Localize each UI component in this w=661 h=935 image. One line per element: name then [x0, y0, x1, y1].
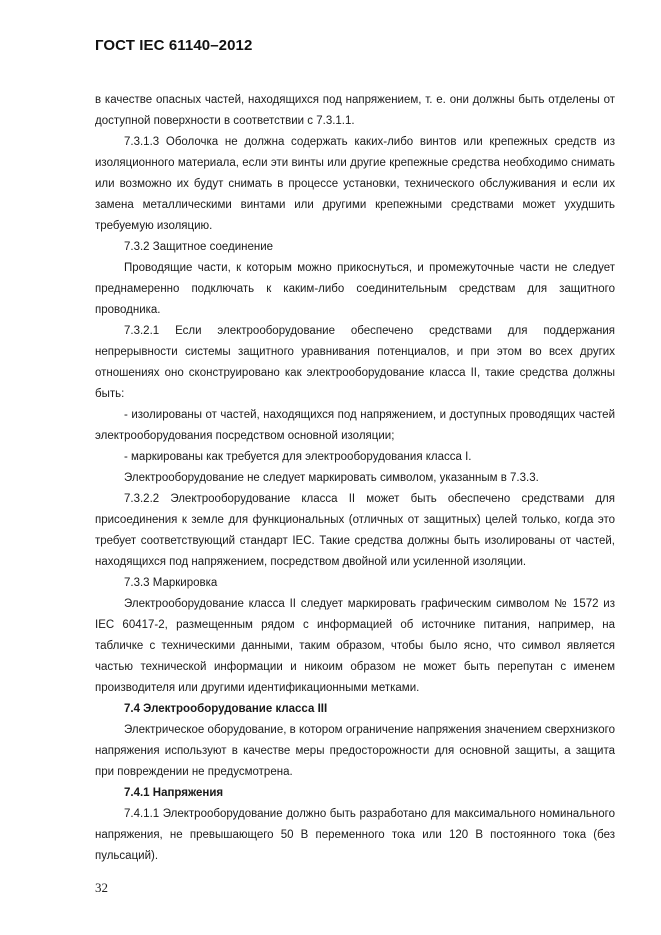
paragraph-7-3-2-2: 7.3.2.2 Электрооборудование класса II может быть обеспечено средствами для присоединения к земле для функциональных (отличных от защитных) целей только, когда это требует соответствующий стандарт IEC. Такие средства должны быть изолированы от частей, находящихся под напряжением, посредством двойной или усиленной изоляции. — [95, 493, 615, 568]
paragraph-7-3-1-3: 7.3.1.3 Оболочка не должна содержать каких-либо винтов или крепежных средств из изоляционного материала, если эти винты или другие крепежные средства необходимо снимать или возможно их будут снимать в процессе установки, технического обслуживания и если их замена металлическими винтами или другими крепежными средствами может ухудшить требуемую изоляцию. — [95, 136, 615, 232]
list-item-insulated: - изолированы от частей, находящихся под напряжением, и доступных проводящих частей электрооборудования посредством основной изоляции; — [95, 409, 615, 442]
list-item-marked: - маркированы как требуется для электрооборудования класса I. — [124, 451, 472, 463]
paragraph-no-symbol: Электрооборудование не следует маркировать символом, указанным в 7.3.3. — [124, 472, 539, 484]
paragraph-marking: Электрооборудование класса II следует маркировать графическим символом № 1572 из IEC 60417-2, размещенным рядом с информацией об источнике питания, например, на табличке с техническими данными, таким образом, чтобы было ясно, что символ является частью технической информации и никоим образом не может быть перепутан с именем производителя или другими идентификационными метками. — [95, 598, 615, 694]
heading-7-3-3: 7.3.3 Маркировка — [124, 577, 218, 589]
paragraph-7-3-2-1: 7.3.2.1 Если электрооборудование обеспечено средствами для поддержания непрерывности системы защитного уравнивания потенциалов, и при этом во всех других отношениях оно сконструировано как электрооборудование класса II, такие средства должны быть: — [95, 325, 615, 400]
page-number: 32 — [95, 880, 108, 895]
page-body — [95, 90, 615, 867]
paragraph-7-4-1-1: 7.4.1.1 Электрооборудование должно быть разработано для максимального номинального напряжения, не превышающего 50 В переменного тока или 120 В постоянного тока (без пульсаций). — [95, 808, 615, 862]
heading-7-4: 7.4 Электрооборудование класса III — [124, 703, 328, 715]
paragraph-continuation: в качестве опасных частей, находящихся под напряжением, т. е. они должны быть отделены от доступной поверхности в соответствии с 7.3.1.1. — [95, 94, 615, 127]
paragraph-class-iii: Электрическое оборудование, в котором ограничение напряжения значением сверхнизкого напряжения используют в качестве меры предосторожности для основной защиты, а защита при повреждении не предусмотрена. — [95, 724, 615, 778]
heading-7-4-1: 7.4.1 Напряжения — [124, 787, 224, 799]
paragraph-conductive-parts: Проводящие части, к которым можно прикоснуться, и промежуточные части не следует преднамеренно подключать к каким-либо соединительным средствам для защитного проводника. — [95, 262, 615, 316]
heading-7-3-2: 7.3.2 Защитное соединение — [124, 241, 274, 253]
document-header: ГОСТ IEC 61140–2012 — [95, 37, 253, 54]
